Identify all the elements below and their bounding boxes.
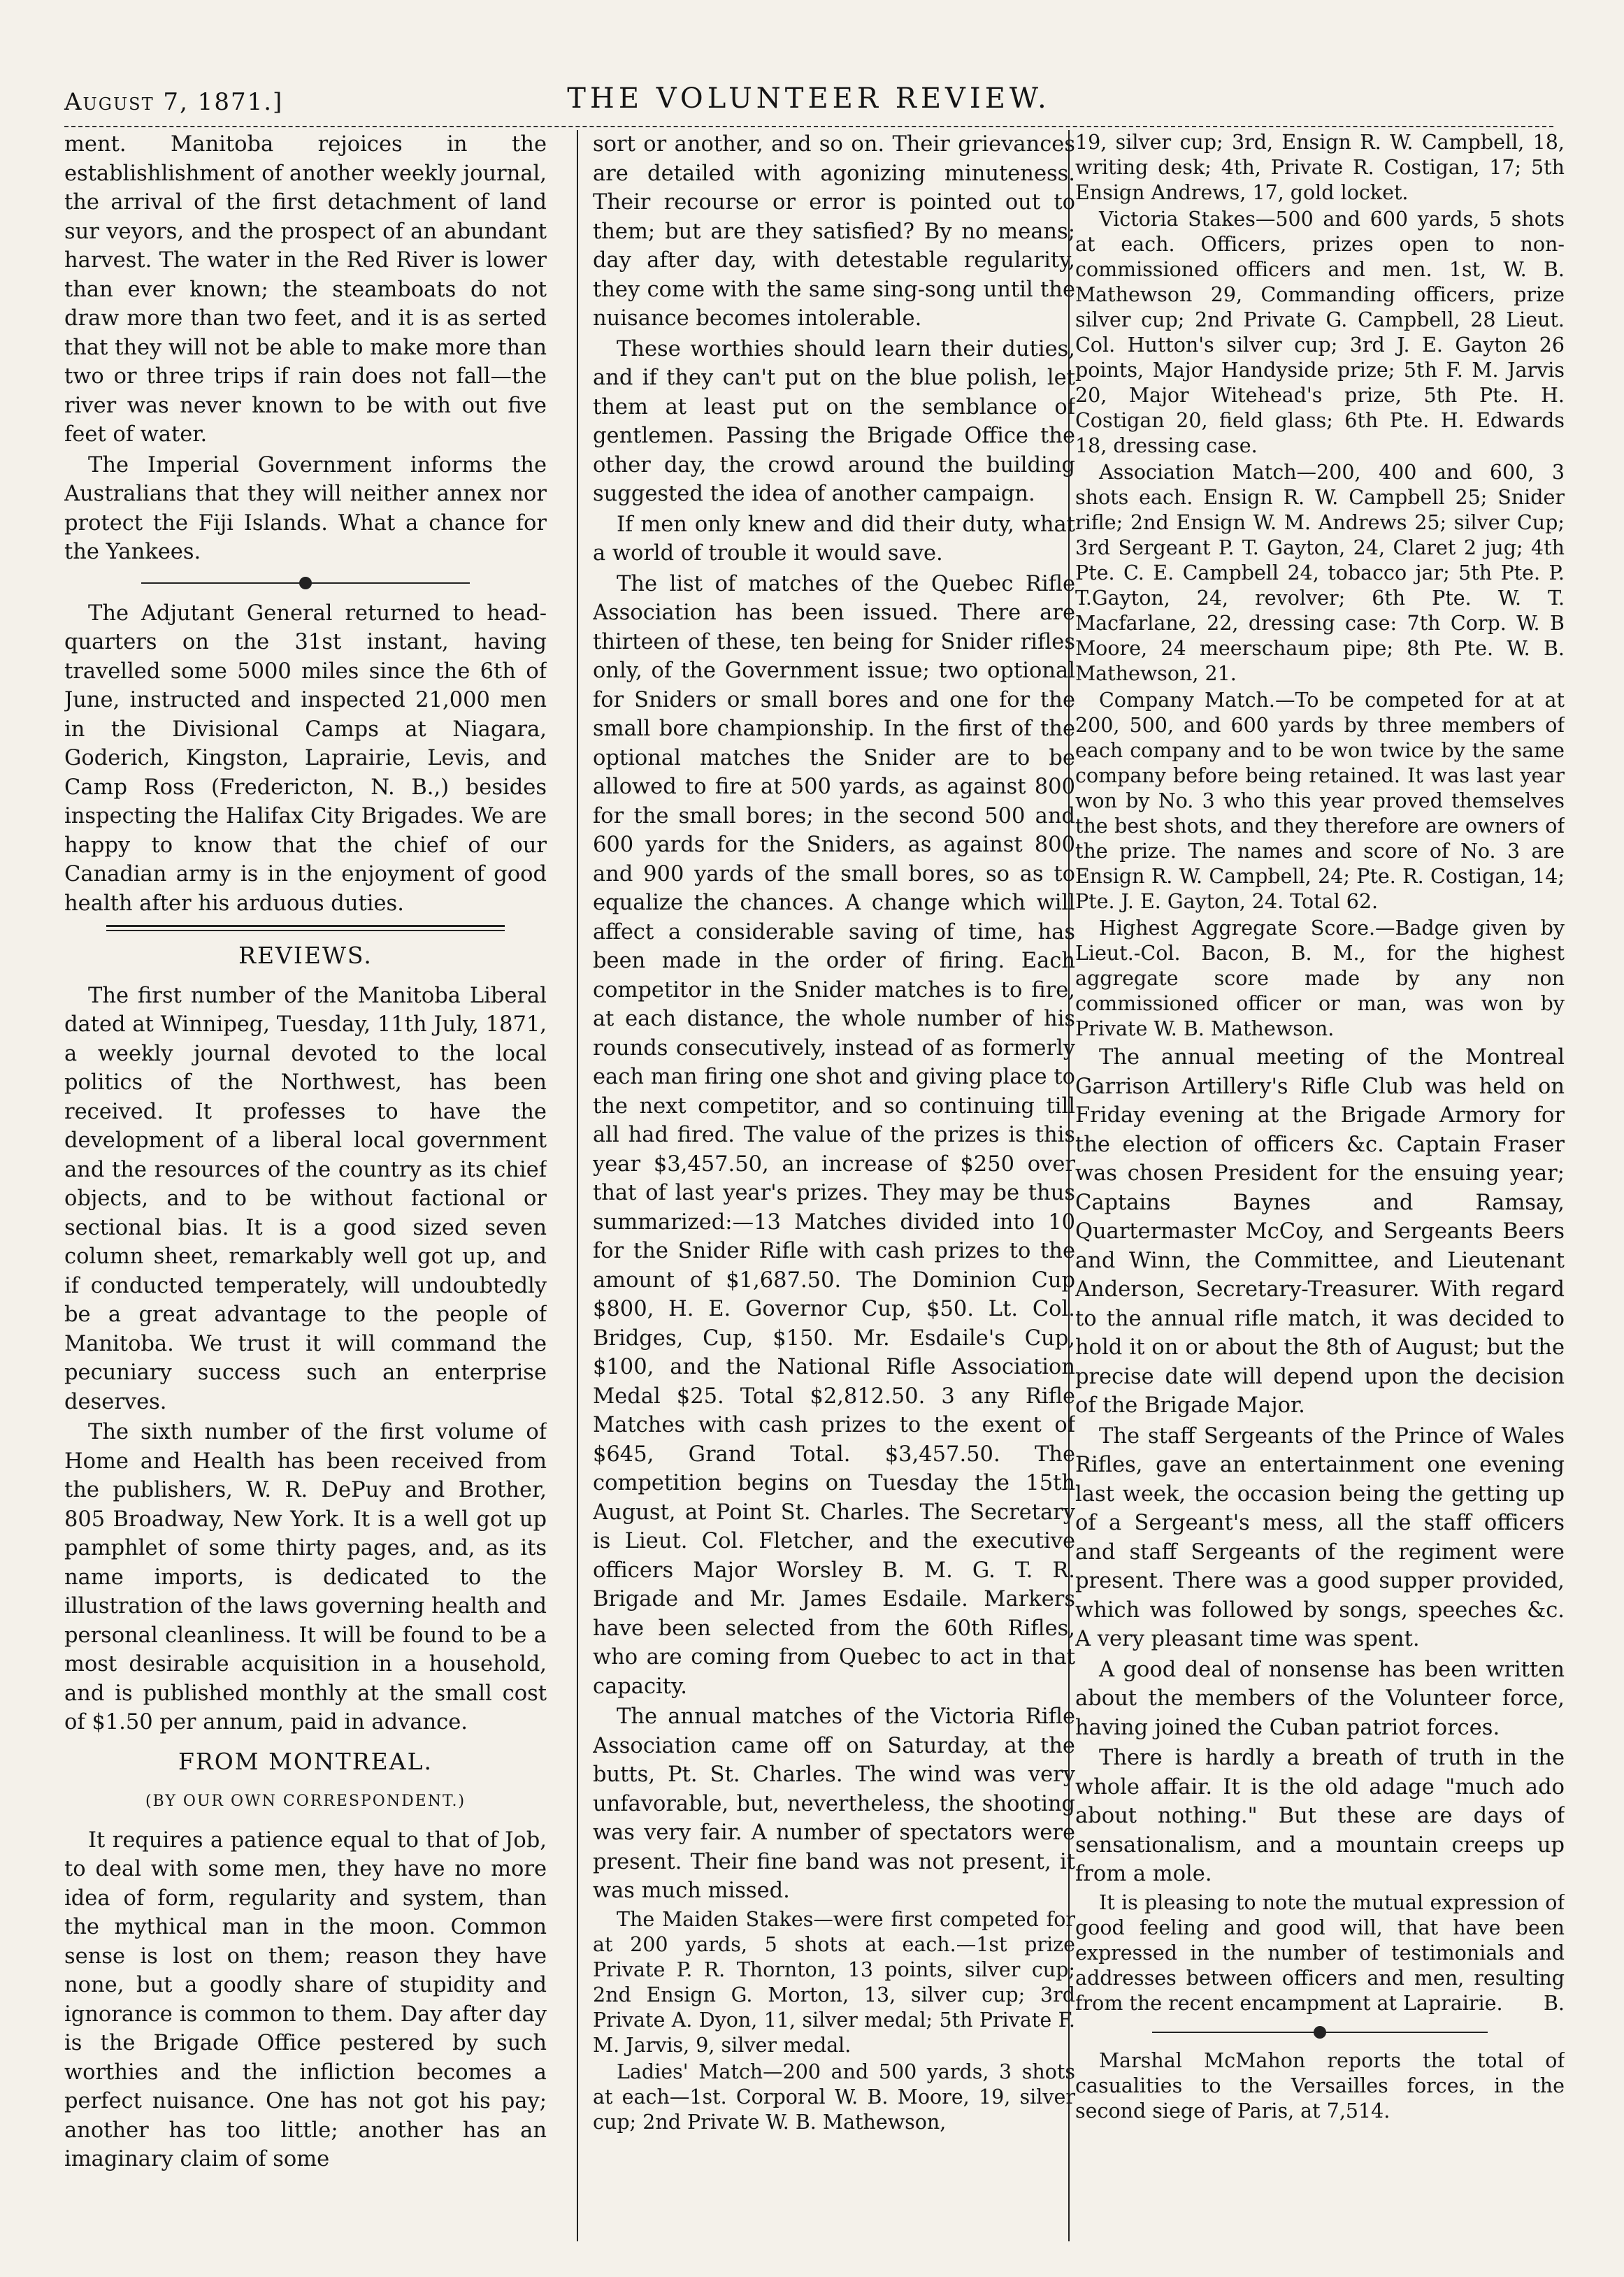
cuban-nonsense-paragraph: A good deal of nonsense has been written about the members of the Volunteer force, having joined the Cuban patriot forces.: [1075, 1657, 1565, 1740]
worthies-paragraph: These worthies should learn their duties, and if they can't put on the blue polish, let them at least put on the semblance of gentlemen. Passing the Brigade Office the other day, the crowd around the building suggested the idea of another campaign.: [593, 336, 1075, 506]
testimonials-text: It is pleasing to note the mutual expression of good feeling and good will, that have been expressed in the number of testimonials and addresses between officers and men, resulting from the recent encampment at Laprairie.: [1075, 1890, 1565, 2015]
testimonials-paragraph: [1075, 1890, 1565, 2016]
much-ado-paragraph: There is hardly a breath of truth in the whole affair. It is the old adage "much ado about nothing." But these are days of sensationalism, and a mountain creeps up from a mole.: [1075, 1746, 1565, 1886]
maiden-stakes-paragraph: The Maiden Stakes—were first competed for at 200 yards, 5 shots at each.—1st prize Private P. R. Thornton, 13 points, silver cup; 2nd Ensign G. Morton, 13, silver cup; 3rd Private A. Dyon, 11, silver medal; 5th Private F. M. Jarvis, 9, silver medal.: [593, 1907, 1075, 2057]
highest-aggregate-paragraph: Highest Aggregate Score.—Badge given by Lieut.-Col. Bacon, B. M., for the highest aggregate score made by any non commissioned officer or man, was won by Private W. B. Mathewson.: [1075, 917, 1565, 1040]
garrison-artillery-paragraph: The annual meeting of the Montreal Garrison Artillery's Rifle Club was held on Friday evening at the Brigade Armory for the election of officers &c. Captain Fraser was chosen President for the ensuing year; Captains Baynes and Ramsay, Quartermaster McCoy, and Sergeants Beers and Winn, the Committee, and Lieutenant Anderson, Secretary-Treasurer. With regard to the annual rifle match, it was decided to hold it on or about the 8th of August; but the precise date will depend upon the decision of the Brigade Major.: [1075, 1045, 1565, 1418]
manitoba-liberal-review: The first number of the Manitoba Liberal dated at Winnipeg, Tuesday, 11th July, 1871, a weekly journal devoted to the local politics of the Northwest, has been received. It professes to have the development of a liberal local government and the resources of the country as its chief objects, and to be without factional or sectional bias. It is a good sized seven column sheet, remarkably well got up, and if conducted temperately, will undoubtedly be a great advantage to the people of Manitoba. We trust it will command the pecuniary success such an enterprise deserves.: [64, 983, 547, 1414]
home-and-health-review: The sixth number of the first volume of Home and Health has been received from the publishers, W. R. DePuy and Brother, 805 Broadway, New York. It is a well got up pamphlet of some thirty pages, and, as its name imports, is dedicated to the illustration of the laws governing health and personal cleanliness. It will be found to be a most desirable acquisition in a household, and is published monthly at the small cost of $1.50 per annum, paid in advance.: [64, 1420, 547, 1734]
montreal-paragraph-1: It requires a patience equal to that of Job, to deal with some men, they have no more idea of form, regularity and system, than the mythical man in the moon. Common sense is lost on them; reason they have none, but a goodly share of stupidity and ignorance is common to them. Day after day is the Brigade Office pestered by such worthies and the infliction becomes a perfect nuisance. One has not got his pay; another has too little; another has an imaginary claim of some: [64, 1827, 547, 2171]
page-header: [64, 82, 1553, 124]
victoria-rifle-paragraph: The annual matches of the Victoria Rifle Association came off on Saturday, at the butts, Pt. St. Charles. The wind was very unfavorable, but, nevertheless, the shooting was very fair. A number of spectators were present. Their fine band was not present, it was much missed.: [593, 1704, 1075, 1903]
victoria-stakes-paragraph: Victoria Stakes—500 and 600 yards, 5 shots at each. Officers, prizes open to non-commissioned officers and men. 1st, W. B. Mathewson 29, Commanding officers, prize silver cup; 2nd Private G. Campbell, 28 Lieut. Col. Hutton's silver cup; 3rd J. E. Gayton 26 points, Major Handyside prize; 5th F. M. Jarvis 20, Major Witehead's prize, 5th Pte. H. Costigan 20, field glass; 6th Pte. H. Edwards 18, dressing case.: [1075, 208, 1565, 457]
column-3: [1075, 130, 1565, 2255]
section-divider: [64, 573, 547, 594]
signature-initial: B.: [1543, 1991, 1565, 2015]
issue-date: August 7, 1871.]: [64, 88, 284, 116]
ladies-match-continued: 19, silver cup; 3rd, Ensign R. W. Campbell, 18, writing desk; 4th, Private R. Costigan, 17; 5th Ensign Andrews, 17, gold locket.: [1075, 131, 1565, 204]
section-divider-2: [1075, 2022, 1565, 2043]
duty-paragraph: If men only knew and did their duty, what a world of trouble it would save.: [593, 512, 1075, 566]
correspondent-byline: (BY OUR OWN CORRESPONDENT.): [145, 1793, 466, 1810]
from-montreal-heading: FROM MONTREAL.: [178, 1747, 433, 1775]
column-1: [64, 130, 547, 2255]
ladies-match-paragraph: Ladies' Match—200 and 500 yards, 3 shots at each—1st. Corporal W. B. Moore, 19, silver cup; 2nd Private W. B. Mathewson,: [593, 2060, 1075, 2134]
column-2: [593, 130, 1075, 2255]
column-rule-1: [577, 130, 578, 2241]
reviews-heading: REVIEWS.: [238, 942, 373, 969]
section-double-rule: [106, 925, 505, 931]
prince-of-wales-paragraph: The staff Sergeants of the Prince of Wales Rifles, gave an entertainment one evening last week, the occasion being the getting up of a Sergeant's mess, all the staff officers and staff Sergeants of the regiment were present. There was a good supper provided, which was followed by songs, speeches &c. A very pleasant time was spent.: [1075, 1423, 1565, 1651]
company-match-paragraph: Company Match.—To be competed for at at 200, 500, and 600 yards by three members of each company and to be won twice by the same company before being retained. It was last year won by No. 3 who this year proved themselves the best shots, and they therefore are owners of the prize. The names and score of No. 3 are Ensign R. W. Campbell, 24; Pte. R. Costigan, 14; Pte. J. E. Gayton, 24. Total 62.: [1075, 689, 1565, 913]
association-match-paragraph: Association Match—200, 400 and 600, 3 shots each. Ensign R. W. Campbell 25; Snider rifle; 2nd Ensign W. M. Andrews 25; silver Cup; 3rd Sergeant P. T. Gayton, 24, Claret 2 jug; 4th Pte. C. E. Campbell 24, tobacco jar; 5th Pte. P. T.Gayton, 24, revolver; 6th Pte. W. T. Macfarlane, 22, dressing case: 7th Corp. W. B Moore, 24 meerschaum pipe; 8th Pte. W. B. Mathewson, 21.: [1075, 461, 1565, 685]
manitoba-news-paragraph: ment. Manitoba rejoices in the establishlishment of another weekly journal, the arrival of the first detachment of land sur veyors, and the prospect of an abundant harvest. The water in the Red River is lower than ever known; the steamboats do not draw more than two feet, and it is as serted that they will not be able to make more than two or three trips if rain does not fall—the river was never known to be with out five feet of water.: [64, 132, 547, 447]
newspaper-title: THE VOLUNTEER REVIEW.: [567, 82, 1051, 115]
header-rule: [64, 126, 1553, 127]
grievances-paragraph: sort or another, and so on. Their grievances are detailed with agonizing minuteness. Their recourse or error is pointed out to them; but are they satisfied? By no means; day after day, with detestable regularity, they come with the same sing-song until the nuisance becomes intolerable.: [593, 132, 1075, 331]
adjutant-general-paragraph: The Adjutant General returned to head-quarters on the 31st instant, having travelled some 5000 miles since the 6th of June, instructed and inspected 21,000 men in the Divisional Camps at Niagara, Goderich, Kingston, Laprairie, Levis, and Camp Ross (Fredericton, N. B.,) besides inspecting the Halifax City Brigades. We are happy to know that the chief of our Canadian army is in the enjoyment of good health after his arduous duties.: [64, 601, 547, 916]
quebec-rifle-paragraph: The list of matches of the Quebec Rifle Association has been issued. There are thirteen of these, ten being for Snider rifles only, of the Government issue; two optional for Sniders or small bores and one for the small bore championship. In the first of the optional matches the Snider are to be allowed to fire at 500 yards, as against 800 for the small bores; in the second 500 and 600 yards for the Sniders, as against 800 and 900 yards of the small bores, so as to equalize the chances. A change which will affect a considerable saving of time, has been made in the order of firing. Each competitor in the Snider matches is to fire, at each distance, the whole number of his rounds consecutively, instead of as formerly each man firing one shot and giving place to the next competitor, and so continuing till all had fired. The value of the prizes is this year $3,457.50, an increase of $250 over that of last year's prizes. They may be thus summarized:—13 Matches divided into 10 for the Snider Rifle with cash prizes to the amount of $1,687.50. The Dominion Cup $800, H. E. Governor Cup, $50. Lt. Col. Bridges, Cup, $150. Mr. Esdaile's Cup, $100, and the National Rifle Association Medal $25. Total $2,812.50. 3 any Rifle Matches with cash prizes to the exent of $645, Grand Total. $3,457.50. The competition begins on Tuesday the 15th August, at Point St. Charles. The Secretary is Lieut. Col. Fletcher, and the executive officers Major Worsley B. M. G. T. R. Brigade and Mr. James Esdaile. Markers have been selected from the 60th Rifles, who are coming from Quebec to act in that capacity.: [593, 571, 1075, 1699]
fiji-paragraph: The Imperial Government informs the Australians that they will neither annex nor protect the Fiji Islands. What a chance for the Yankees.: [64, 452, 547, 564]
mcmahon-paragraph: Marshal McMahon reports the total of casualities to the Versailles forces, in the second siege of Paris, at 7,514.: [1075, 2048, 1565, 2122]
